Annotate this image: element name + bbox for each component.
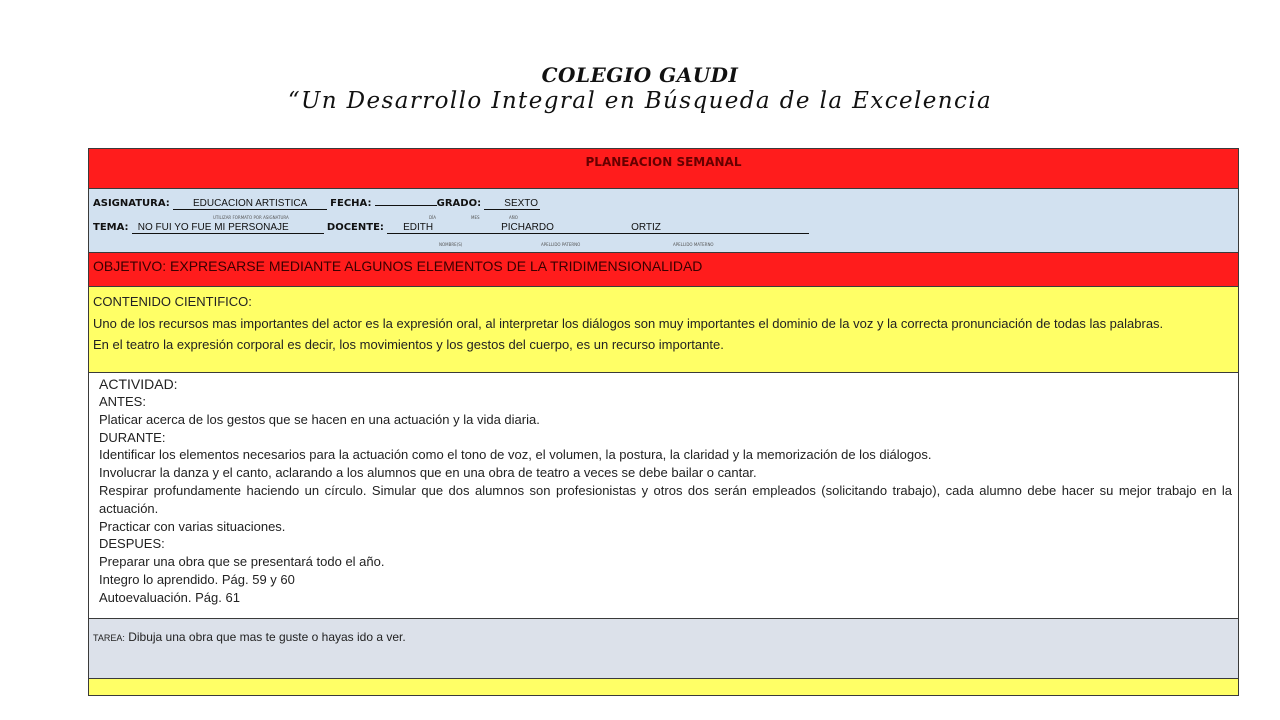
note-paterno: APELLIDO PATERNO xyxy=(541,242,581,247)
tema-field[interactable] xyxy=(132,222,324,234)
actividad-line: ANTES: xyxy=(99,394,146,409)
docente-field[interactable] xyxy=(387,222,809,234)
info-section xyxy=(89,189,1238,253)
grado-field[interactable] xyxy=(484,198,540,210)
plan-title: PLANEACION SEMANAL xyxy=(89,149,1238,189)
school-motto: “Un Desarrollo Integral en Búsqueda de la Excelencia xyxy=(287,88,993,114)
docente-nombre: EDITH xyxy=(403,222,434,233)
tarea-text: Dibuja una obra que mas te guste o hayas ido a ver. xyxy=(128,630,406,644)
contenido-paragraph-1: Uno de los recursos mas importantes del actor es la expresión oral, al interpretar los diálogos son muy importantes el dominio de la voz y la correcta pronunciación de todas las palabras. xyxy=(93,316,1164,331)
contenido-section xyxy=(89,287,1238,373)
asignatura-field[interactable] xyxy=(173,198,327,210)
note-dia: DÍA xyxy=(429,215,436,220)
actividad-title: ACTIVIDAD: xyxy=(99,376,178,392)
tema-line xyxy=(93,222,809,234)
contenido-title: CONTENIDO CIENTIFICO: xyxy=(93,294,252,309)
asignatura-line xyxy=(93,195,540,210)
fecha-label: FECHA: xyxy=(330,198,372,209)
note-nombre: NOMBRE(S) xyxy=(439,242,463,247)
tema-label: TEMA: xyxy=(93,222,129,233)
tarea-section xyxy=(89,619,1238,679)
docente-paterno: PICHARDO xyxy=(501,222,554,233)
note-mes: MES xyxy=(471,215,480,220)
actividad-line: DURANTE: xyxy=(99,429,166,445)
note-anio: AÑO xyxy=(509,215,518,220)
actividad-line: Integro lo aprendido. Pág. 59 y 60 xyxy=(99,571,295,587)
tema-value: NO FUI YO FUE MI PERSONAJE xyxy=(137,222,289,233)
note-asignatura: UTILIZAR FORMATO POR ASIGNATURA xyxy=(213,215,289,220)
tarea-label: TAREA: xyxy=(93,633,125,643)
contenido-paragraph-2: En el teatro la expresión corporal es decir, los movimientos y los gestos del cuerpo, es un recurso importante. xyxy=(93,337,724,352)
actividad-line: Practicar con varias situaciones. xyxy=(99,518,286,534)
weekly-plan-table xyxy=(88,148,1239,696)
docente-label: DOCENTE: xyxy=(326,222,384,233)
note-materno: APELLIDO MATERNO xyxy=(673,242,714,247)
grado-value: SEXTO xyxy=(504,198,538,209)
actividad-section xyxy=(89,373,1238,619)
actividad-line: DESPUES: xyxy=(99,536,165,552)
asignatura-value: EDUCACION ARTISTICA xyxy=(192,198,308,209)
actividad-line: Autoevaluación. Pág. 61 xyxy=(99,589,240,605)
actividad-line: Identificar los elementos necesarios para la actuación como el tono de voz, el volumen, la postura, la claridad y la memorización de los diálogos. xyxy=(99,447,932,463)
fecha-field[interactable] xyxy=(375,195,437,206)
bottom-band xyxy=(89,679,1238,695)
actividad-line: Preparar una obra que se presentará todo el año. xyxy=(99,554,385,570)
actividad-line: Platicar acerca de los gestos que se hacen en una actuación y la vida diaria. xyxy=(99,411,540,427)
actividad-line: Involucrar la danza y el canto, aclarando a los alumnos que en una obra de teatro a veces se debe bailar o cantar. xyxy=(99,465,757,481)
school-name: COLEGIO GAUDI xyxy=(541,63,739,87)
docente-materno: ORTIZ xyxy=(631,222,661,233)
grado-label: GRADO: xyxy=(436,198,482,209)
actividad-line: Respirar profundamente haciendo un círculo. Simular que dos alumnos son profesionistas y otros dos serán empleados (solicitando trabajo), cada alumno debe hacer su mejor trabajo en la actuación. xyxy=(99,482,1232,516)
asignatura-label: ASIGNATURA: xyxy=(93,198,170,209)
objetivo: OBJETIVO: EXPRESARSE MEDIANTE ALGUNOS ELEMENTOS DE LA TRIDIMENSIONALIDAD xyxy=(89,253,1238,287)
